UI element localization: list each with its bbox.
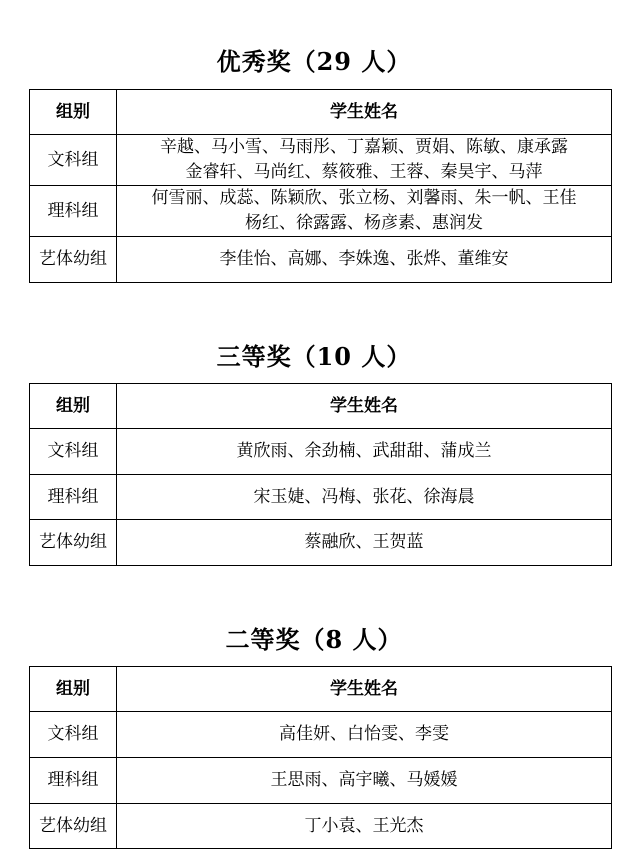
table-row bbox=[30, 429, 612, 475]
award-title-excellence: 优秀奖（29 人） bbox=[216, 47, 412, 76]
names-cell bbox=[117, 237, 612, 283]
table-row bbox=[30, 758, 612, 804]
table-row bbox=[30, 237, 612, 283]
table-row bbox=[30, 712, 612, 758]
group-cell: 理科组 bbox=[30, 186, 117, 237]
group-cell: 艺体幼组 bbox=[30, 520, 117, 566]
table-row bbox=[30, 186, 612, 237]
table-row bbox=[30, 520, 612, 566]
names-cell bbox=[117, 186, 612, 237]
column-header-names: 学生姓名 bbox=[117, 667, 612, 712]
group-cell: 艺体幼组 bbox=[30, 237, 117, 283]
names-line: 杨红、徐露露、杨彦素、惠润发 bbox=[245, 213, 483, 233]
group-cell: 文科组 bbox=[30, 135, 117, 186]
names-line: 辛越、马小雪、马雨彤、丁嘉颖、贾娟、陈敏、康承露 bbox=[160, 137, 568, 157]
group-cell: 文科组 bbox=[30, 712, 117, 758]
group-cell: 理科组 bbox=[30, 758, 117, 804]
column-header-group: 组别 bbox=[30, 667, 117, 712]
column-header-group: 组别 bbox=[30, 384, 117, 429]
names-cell bbox=[117, 520, 612, 566]
column-header-names: 学生姓名 bbox=[117, 90, 612, 135]
names-cell bbox=[117, 712, 612, 758]
award-table-second-prize bbox=[29, 666, 612, 849]
names-line: 宋玉婕、冯梅、张花、徐海晨 bbox=[253, 486, 475, 507]
table-header-row bbox=[30, 384, 612, 429]
column-header-names: 学生姓名 bbox=[117, 384, 612, 429]
names-line: 黄欣雨、余劲楠、武甜甜、蒲成兰 bbox=[236, 441, 492, 461]
group-cell: 理科组 bbox=[30, 475, 117, 520]
names-cell bbox=[117, 135, 612, 186]
award-title-third-prize: 三等奖（10 人） bbox=[216, 342, 412, 371]
table-row bbox=[30, 804, 612, 849]
award-table-excellence bbox=[29, 89, 612, 283]
names-cell bbox=[117, 758, 612, 804]
table-header-row bbox=[30, 667, 612, 712]
names-line: 何雪丽、成蕊、陈颖欣、张立杨、刘馨雨、朱一帆、王佳 bbox=[151, 188, 577, 208]
names-line: 蔡融欣、王贺蓝 bbox=[304, 532, 424, 552]
names-line: 丁小袁、王光杰 bbox=[304, 815, 424, 836]
table-row bbox=[30, 475, 612, 520]
award-title-second-prize: 二等奖（8 人） bbox=[225, 625, 403, 654]
names-cell bbox=[117, 475, 612, 520]
group-cell: 艺体幼组 bbox=[30, 804, 117, 849]
names-cell bbox=[117, 429, 612, 475]
names-line: 高佳妍、白怡雯、李雯 bbox=[279, 724, 449, 744]
award-table-third-prize bbox=[29, 383, 612, 566]
names-cell bbox=[117, 804, 612, 849]
column-header-group: 组别 bbox=[30, 90, 117, 135]
names-line: 金睿轩、马尚红、蔡筱雅、王蓉、秦昊宇、马萍 bbox=[185, 162, 543, 182]
names-line: 李佳怡、高娜、李姝逸、张烨、董维安 bbox=[219, 249, 509, 269]
group-cell: 文科组 bbox=[30, 429, 117, 475]
table-header-row bbox=[30, 90, 612, 135]
table-row bbox=[30, 135, 612, 186]
names-line: 王思雨、高宇曦、马媛媛 bbox=[270, 770, 458, 790]
